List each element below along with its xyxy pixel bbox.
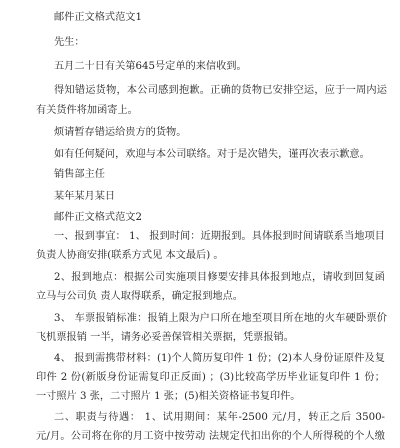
signature-date: 某年某月某日 [54,191,116,202]
body-line: 3、 车票报销标准：报销上限为户口所在地至项目所在地的火车硬卧票价 [54,313,387,324]
body-line: 4、 报到需携带材料：(1)个人简历复印件 1 份；(2)本人身份证原件及复 [54,353,385,364]
body-line: 印件 2 份(新版身份证需复印正反面) ；(3)比较高学历毕业证复印件 1 份； [36,372,385,383]
body-line: 立马与公司负 责人取得联系，确定报到地点。 [36,291,243,302]
body-line: 有关货件将加函寄上。 [36,105,138,116]
body-line: 一寸照片 3 张，二寸照片 1 张；(5)相关资格证书复印件。 [36,391,301,402]
body-line: 得知错运货物，本公司感到抱歉。正确的货物已安排空运，应于一周内运 [54,85,387,96]
body-line: 五月二十日有关第645号定单的来信收到。 [54,61,247,72]
body-line: 飞机票报销 一半，请务必妥善保管相关票据，凭票报销。 [36,332,294,343]
body-line: 一、报到事宜： 1、 报到时间：近期报到。具体报到时间请联系当地项目 [54,231,385,242]
signature-title: 销售部主任 [54,169,105,180]
body-line: 烦请暂存错运给贵方的货物。 [54,127,187,138]
heading-sample-2: 邮件正文格式范文2 [54,212,142,223]
body-line: 负责人协商安排(联系方式见 本文最后) 。 [36,250,224,261]
body-line: 2、报到地点：根据公司实施项目修要安排具体报到地点，请收到回复函 [54,272,385,283]
salutation: 先生： [54,37,85,48]
body-line: 二、职责与待遇： 1、试用期间：某年-2500 元/月，转正之后 3500- [54,412,385,423]
body-line: 元/月。公司将在你的月工资中按劳动 法规定代扣出你的个人所得税的个人缴 [36,431,385,442]
body-line: 如有任何疑问，欢迎与本公司联络。对于是次错失，谨再次表示歉意。 [54,149,370,160]
heading-sample-1: 邮件正文格式范文1 [54,12,142,23]
